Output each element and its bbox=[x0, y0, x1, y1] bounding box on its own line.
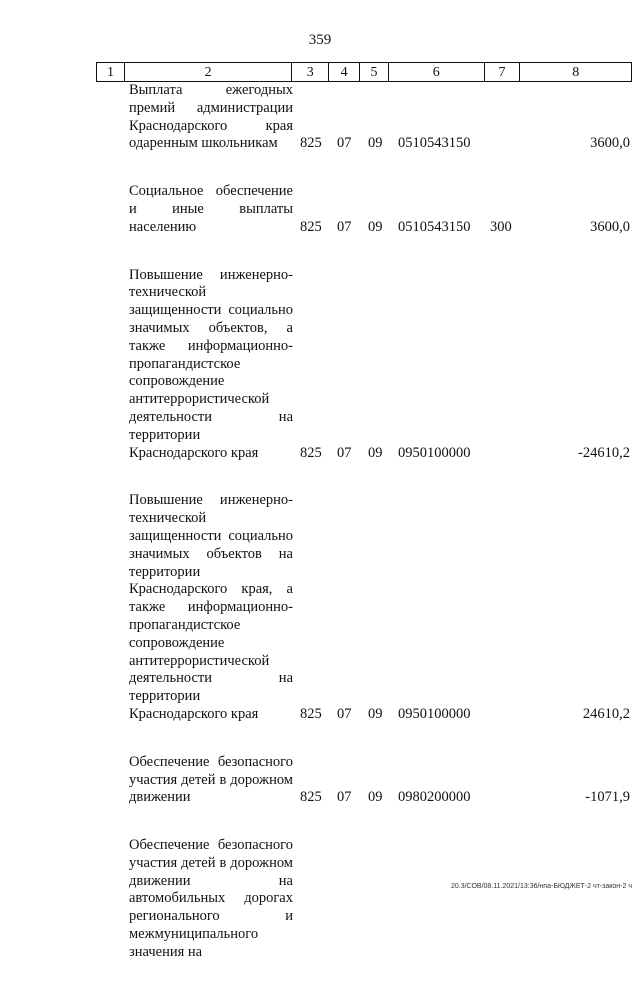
row-col-8: 24610,2 bbox=[582, 705, 630, 722]
table-row bbox=[0, 837, 640, 962]
row-col-4: 07 bbox=[337, 218, 352, 235]
header-col-3: 3 bbox=[292, 63, 329, 81]
row-name: Выплата ежегодных премий администрации Краснодарского края одаренным школьникам bbox=[129, 82, 293, 152]
row-col-4: 07 bbox=[337, 444, 352, 461]
row-col-8: -1071,9 bbox=[585, 789, 630, 806]
row-col-5: 09 bbox=[368, 789, 383, 806]
row-col-6: 0980200000 bbox=[398, 789, 471, 806]
row-col-6: 0510543150 bbox=[398, 218, 471, 235]
row-col-4: 07 bbox=[337, 705, 352, 722]
row-col-3: 825 bbox=[300, 705, 322, 722]
row-col-3: 825 bbox=[300, 444, 322, 461]
row-name: Повышение инженерно-технической защищенности социально значимых объектов, а также информационно-пропагандистское сопровождение антитеррористической деятельности на территории Краснодарского края bbox=[129, 266, 293, 461]
table-row bbox=[0, 492, 640, 723]
table-row bbox=[0, 267, 640, 463]
row-col-7: 300 bbox=[490, 218, 512, 235]
row-col-5: 09 bbox=[368, 444, 383, 461]
header-col-7: 7 bbox=[485, 63, 521, 81]
row-col-3: 825 bbox=[300, 135, 322, 152]
header-col-8: 8 bbox=[572, 65, 580, 80]
row-col-3: 825 bbox=[300, 789, 322, 806]
header-col-5: 5 bbox=[360, 63, 389, 81]
row-name: Повышение инженерно-технической защищенности социально значимых объектов на территории Краснодарского края, а также информационно-пропагандистское сопровождение антитеррористической деятельности на территории Краснодарского края bbox=[129, 492, 293, 722]
table-row bbox=[0, 82, 640, 153]
header-col-6: 6 bbox=[389, 63, 485, 81]
row-col-8: -24610,2 bbox=[578, 444, 630, 461]
table-body bbox=[0, 82, 640, 992]
row-col-5: 09 bbox=[368, 218, 383, 235]
row-col-4: 07 bbox=[337, 789, 352, 806]
row-col-8: 3600,0 bbox=[590, 218, 630, 235]
row-col-4: 07 bbox=[337, 135, 352, 152]
row-col-5: 09 bbox=[368, 135, 383, 152]
row-name: Обеспечение безопасного участия детей в дорожном движении bbox=[129, 753, 293, 806]
row-name: Социальное обеспечение и иные выплаты населению bbox=[129, 183, 293, 235]
row-col-5: 09 bbox=[368, 705, 383, 722]
header-col-2: 2 bbox=[125, 63, 292, 81]
row-col-6: 0510543150 bbox=[398, 135, 471, 152]
table-row bbox=[0, 183, 640, 236]
footer-stamp: 20.3/СОВ/08.11.2021/13:36/нпа-БЮДЖЕТ-2 чт-закон-2 ч bbox=[450, 883, 632, 890]
header-col-1: 1 bbox=[97, 63, 125, 81]
row-col-3: 825 bbox=[300, 218, 322, 235]
header-col-4: 4 bbox=[329, 63, 360, 81]
page-number: 359 bbox=[308, 32, 332, 48]
table-row bbox=[0, 754, 640, 807]
row-col-8: 3600,0 bbox=[590, 135, 630, 152]
row-col-6: 0950100000 bbox=[398, 444, 471, 461]
row-name: Обеспечение безопасного участия детей в дорожном движении на автомобильных дорогах регионального и межмуниципального значения на bbox=[129, 837, 293, 960]
row-col-6: 0950100000 bbox=[398, 705, 471, 722]
table-header bbox=[96, 62, 632, 82]
